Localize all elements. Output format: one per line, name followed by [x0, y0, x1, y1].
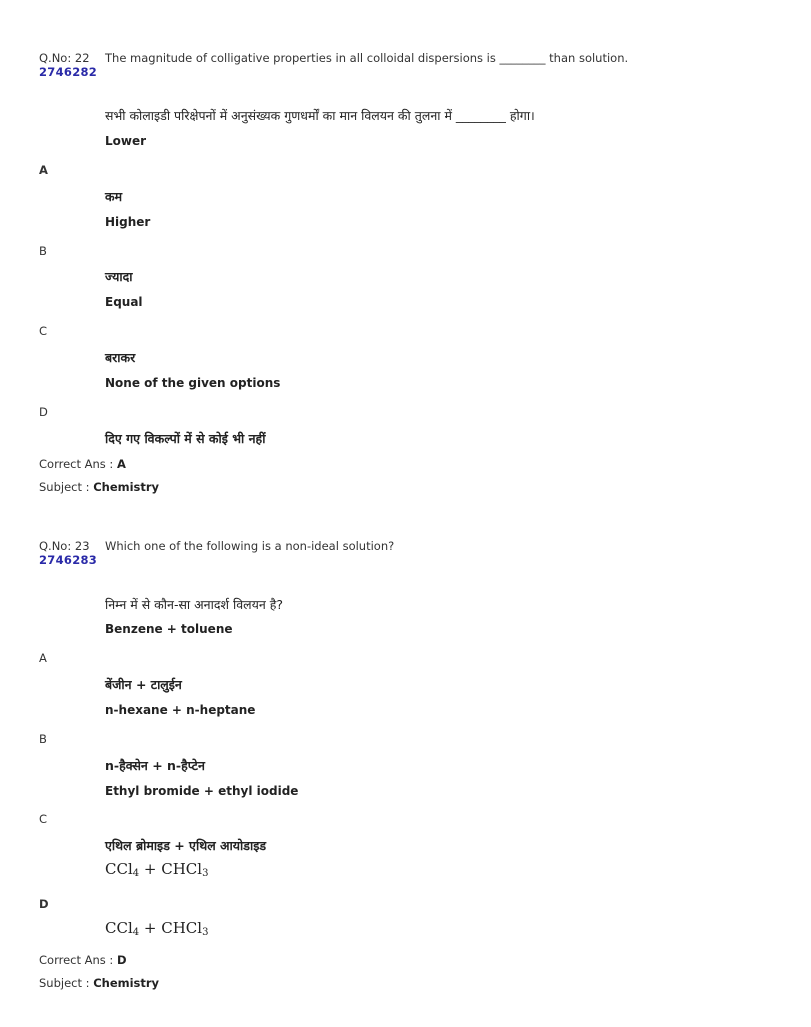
option-d-text: None of the given options: [105, 376, 281, 390]
option-d-formula-hindi: CCl$_4$ + CHCl$_3$: [105, 919, 209, 938]
option-a-hindi: कम: [105, 189, 123, 204]
subject-value: Chemistry: [93, 976, 160, 990]
option-b-text: Higher: [105, 215, 151, 229]
option-a-text: Benzene + toluene: [105, 622, 233, 636]
correct-answer-label: Correct Ans :: [39, 457, 114, 471]
correct-answer-value: D: [116, 953, 127, 967]
option-d-hindi: दिए गए विकल्पों में से कोई भी नहीं: [105, 431, 266, 446]
option-d-letter: D: [39, 897, 49, 911]
option-c-text: Equal: [105, 295, 143, 309]
question-id: 2746283: [39, 553, 98, 567]
correct-answer: [39, 457, 126, 471]
subject-label: Subject :: [39, 976, 90, 990]
question-number: Q.No: 23: [39, 539, 90, 553]
question-text: The magnitude of colligative properties in all colloidal dispersions is ________ than solution.: [105, 51, 629, 65]
correct-answer-value: A: [116, 457, 126, 471]
option-c-letter: C: [39, 324, 48, 338]
subject: [39, 480, 159, 494]
subject: [39, 976, 159, 990]
option-b-hindi: ज्यादा: [105, 269, 133, 284]
option-b-text: n-hexane + n-heptane: [105, 703, 256, 717]
question-id: 2746282: [39, 65, 98, 79]
option-b-letter: B: [39, 244, 47, 258]
option-d-letter: D: [39, 405, 48, 419]
option-c-hindi: बराकर: [105, 350, 136, 365]
question-number: Q.No: 22: [39, 51, 90, 65]
question-text-hindi: सभी कोलाइडी परिक्षेपनों में अनुसंख्यक गुणधर्मों का मान विलयन की तुलना में ________ होगा।: [105, 108, 535, 123]
option-c-text: Ethyl bromide + ethyl iodide: [105, 784, 299, 798]
option-a-text: Lower: [105, 134, 147, 148]
subject-value: Chemistry: [93, 480, 160, 494]
option-d-formula: CCl$_4$ + CHCl$_3$: [105, 860, 209, 879]
correct-answer: [39, 953, 127, 967]
correct-answer-label: Correct Ans :: [39, 953, 114, 967]
option-a-letter: A: [39, 163, 48, 177]
subject-label: Subject :: [39, 480, 90, 494]
question-text: Which one of the following is a non-ideal solution?: [105, 539, 395, 553]
option-c-hindi: एथिल ब्रोमाइड + एथिल आयोडाइड: [105, 838, 267, 853]
option-b-letter: B: [39, 732, 47, 746]
option-a-letter: A: [39, 651, 47, 665]
option-a-hindi: बेंजीन + टालुईन: [105, 677, 182, 692]
option-c-letter: C: [39, 812, 48, 826]
question-text-hindi: निम्न में से कौन-सा अनादर्श विलयन है?: [105, 597, 284, 612]
option-b-hindi: n-हैक्सेन + n-हैप्टेन: [105, 758, 205, 773]
